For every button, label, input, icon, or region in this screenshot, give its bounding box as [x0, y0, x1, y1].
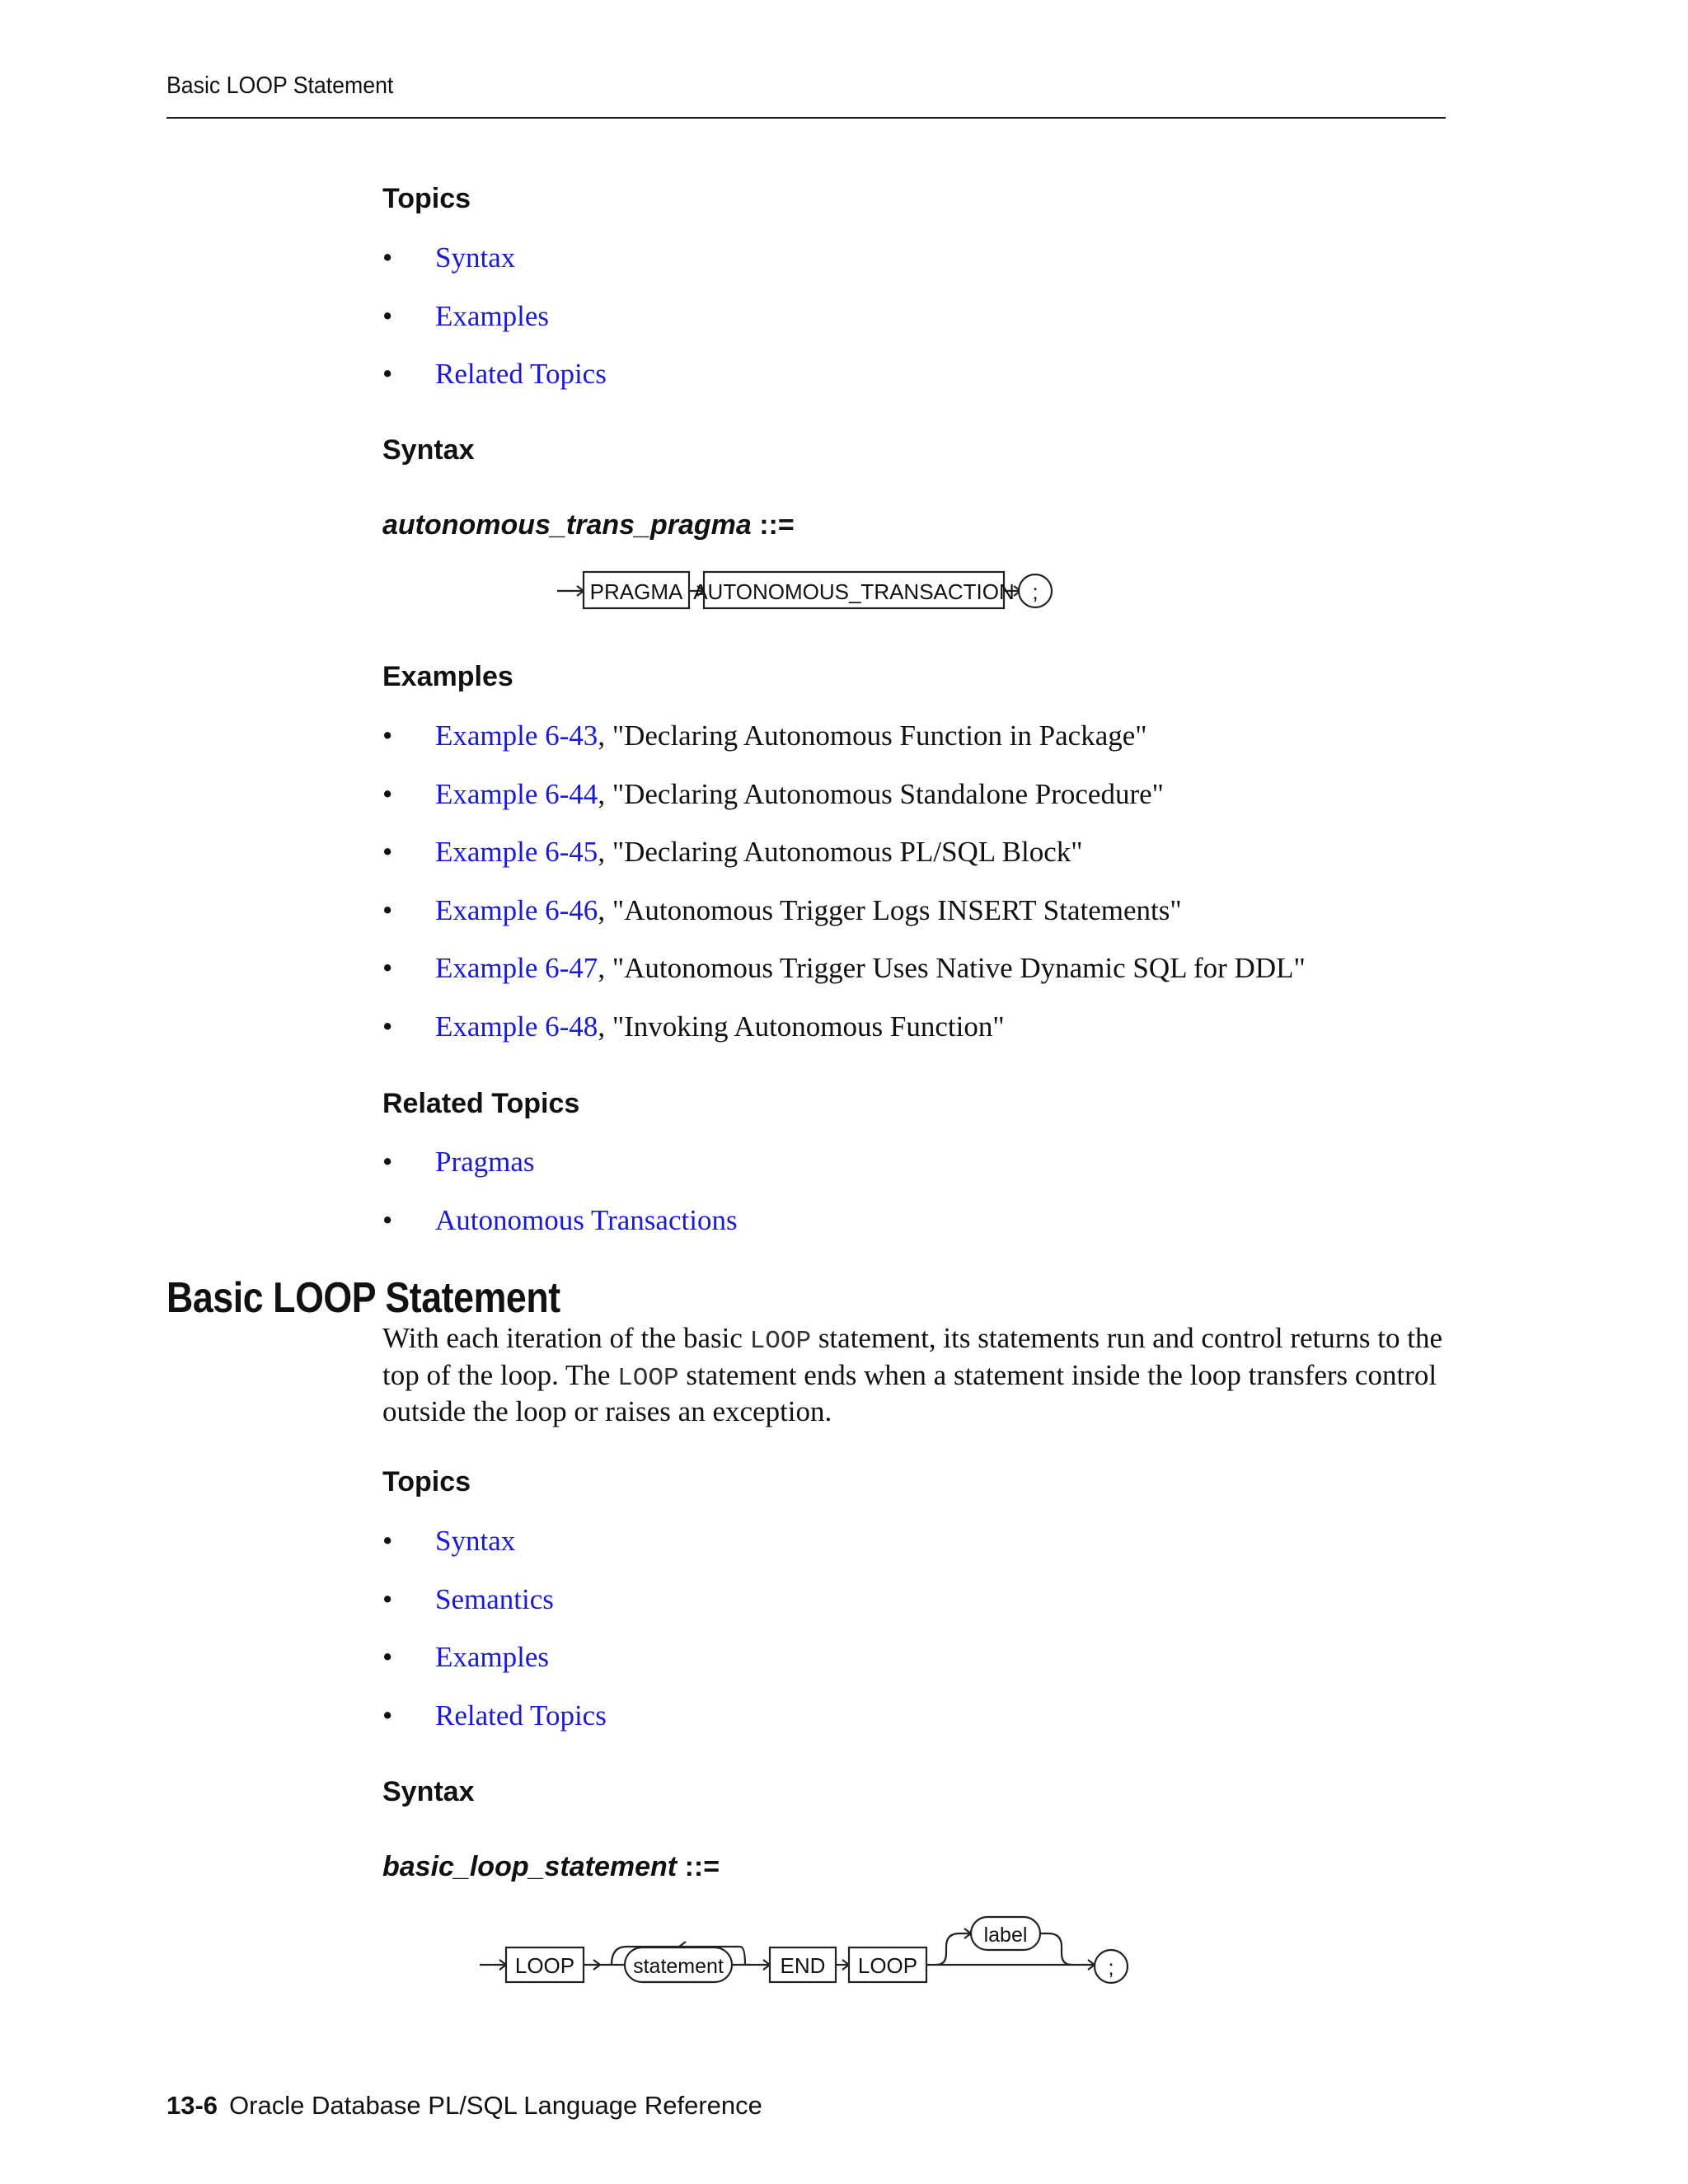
list-item	[382, 778, 1306, 837]
example-title: , "Declaring Autonomous Function in Package"	[598, 719, 1147, 752]
syntax-heading: Syntax	[382, 434, 475, 466]
link-related-topics[interactable]: Related Topics	[435, 358, 607, 391]
link-semantics[interactable]: Semantics	[435, 1582, 554, 1615]
bnf-rule-name: basic_loop_statement	[382, 1851, 678, 1882]
link-syntax[interactable]: Syntax	[435, 1525, 516, 1557]
syntax-heading: Syntax	[382, 1776, 475, 1807]
related-topics-heading: Related Topics	[382, 1088, 580, 1119]
list-item	[382, 952, 1306, 1010]
section-title: Basic LOOP Statement	[166, 1274, 560, 1322]
topics-list	[382, 1525, 607, 1757]
bnf-rule-name: autonomous_trans_pragma	[382, 509, 752, 541]
running-head: Basic LOOP Statement	[166, 73, 394, 99]
diagram-terminal-semicolon: ;	[1032, 579, 1039, 604]
example-title: , "Invoking Autonomous Function"	[598, 1010, 1005, 1043]
example-title: , "Autonomous Trigger Uses Native Dynamic SQL for DDL"	[598, 952, 1306, 985]
list-item	[382, 1525, 607, 1583]
topics-heading: Topics	[382, 183, 471, 214]
list-item	[382, 300, 607, 359]
example-title: , "Declaring Autonomous Standalone Procedure"	[598, 777, 1164, 810]
list-item	[382, 1699, 607, 1758]
related-topics-list	[382, 1146, 738, 1262]
example-title: , "Autonomous Trigger Logs INSERT Statements"	[598, 893, 1182, 926]
link-example-6-43[interactable]: Example 6-43	[435, 719, 598, 752]
bnf-rule-suffix: ::=	[684, 1851, 720, 1882]
link-examples[interactable]: Examples	[435, 299, 550, 332]
list-item	[382, 1146, 738, 1204]
header-rule	[166, 117, 1446, 119]
link-example-6-48[interactable]: Example 6-48	[435, 1010, 598, 1043]
bnf-rule	[382, 509, 795, 541]
list-item	[382, 1641, 607, 1699]
diagram-keyword-end: END	[780, 1953, 826, 1978]
examples-heading: Examples	[382, 661, 513, 692]
topics-list	[382, 241, 607, 416]
diagram-oval-label: label	[983, 1924, 1028, 1947]
book-title: Oracle Database PL/SQL Language Reference	[229, 2091, 762, 2120]
link-example-6-47[interactable]: Example 6-47	[435, 952, 598, 985]
list-item	[382, 894, 1306, 953]
example-title: , "Declaring Autonomous PL/SQL Block"	[598, 836, 1083, 869]
list-item	[382, 836, 1306, 894]
page-footer	[166, 2091, 762, 2121]
para-code-loop: LOOP	[749, 1327, 812, 1356]
para-text: statement ends when a statement inside the loop transfers control outside the loop or raises an exception.	[382, 1358, 1437, 1427]
list-item	[382, 358, 607, 416]
examples-list	[382, 719, 1306, 1069]
link-related-topics[interactable]: Related Topics	[435, 1699, 607, 1732]
diagram-keyword-autonomous-transaction: AUTONOMOUS_TRANSACTION	[693, 579, 1015, 604]
diagram-terminal-semicolon: ;	[1108, 1955, 1114, 1980]
page-number: 13-6	[166, 2091, 218, 2120]
bnf-rule-suffix: ::=	[759, 509, 795, 541]
diagram-oval-statement: statement	[633, 1955, 724, 1978]
link-example-6-45[interactable]: Example 6-45	[435, 836, 598, 869]
link-autonomous-transactions[interactable]: Autonomous Transactions	[435, 1203, 738, 1236]
diagram-keyword-pragma: PRAGMA	[589, 579, 683, 604]
topics-heading: Topics	[382, 1466, 471, 1497]
bnf-rule	[382, 1851, 720, 1883]
list-item	[382, 1010, 1306, 1069]
link-syntax[interactable]: Syntax	[435, 241, 516, 274]
list-item	[382, 1583, 607, 1642]
list-item	[382, 241, 607, 300]
syntax-diagram-pragma	[544, 560, 1071, 626]
syntax-diagram-basic-loop	[470, 1904, 1146, 2003]
link-example-6-46[interactable]: Example 6-46	[435, 893, 598, 926]
link-example-6-44[interactable]: Example 6-44	[435, 777, 598, 810]
link-pragmas[interactable]: Pragmas	[435, 1146, 535, 1178]
section-intro-paragraph	[382, 1322, 1454, 1429]
para-code-loop: LOOP	[617, 1363, 679, 1393]
diagram-keyword-loop: LOOP	[514, 1953, 575, 1978]
diagram-keyword-loop-end: LOOP	[857, 1953, 918, 1978]
para-text: With each iteration of the basic	[382, 1322, 750, 1354]
link-examples[interactable]: Examples	[435, 1641, 550, 1674]
para-text: statement, its statements run and control returns to the top of the loop. The	[382, 1322, 1442, 1391]
list-item	[382, 1204, 738, 1263]
list-item	[382, 719, 1306, 778]
